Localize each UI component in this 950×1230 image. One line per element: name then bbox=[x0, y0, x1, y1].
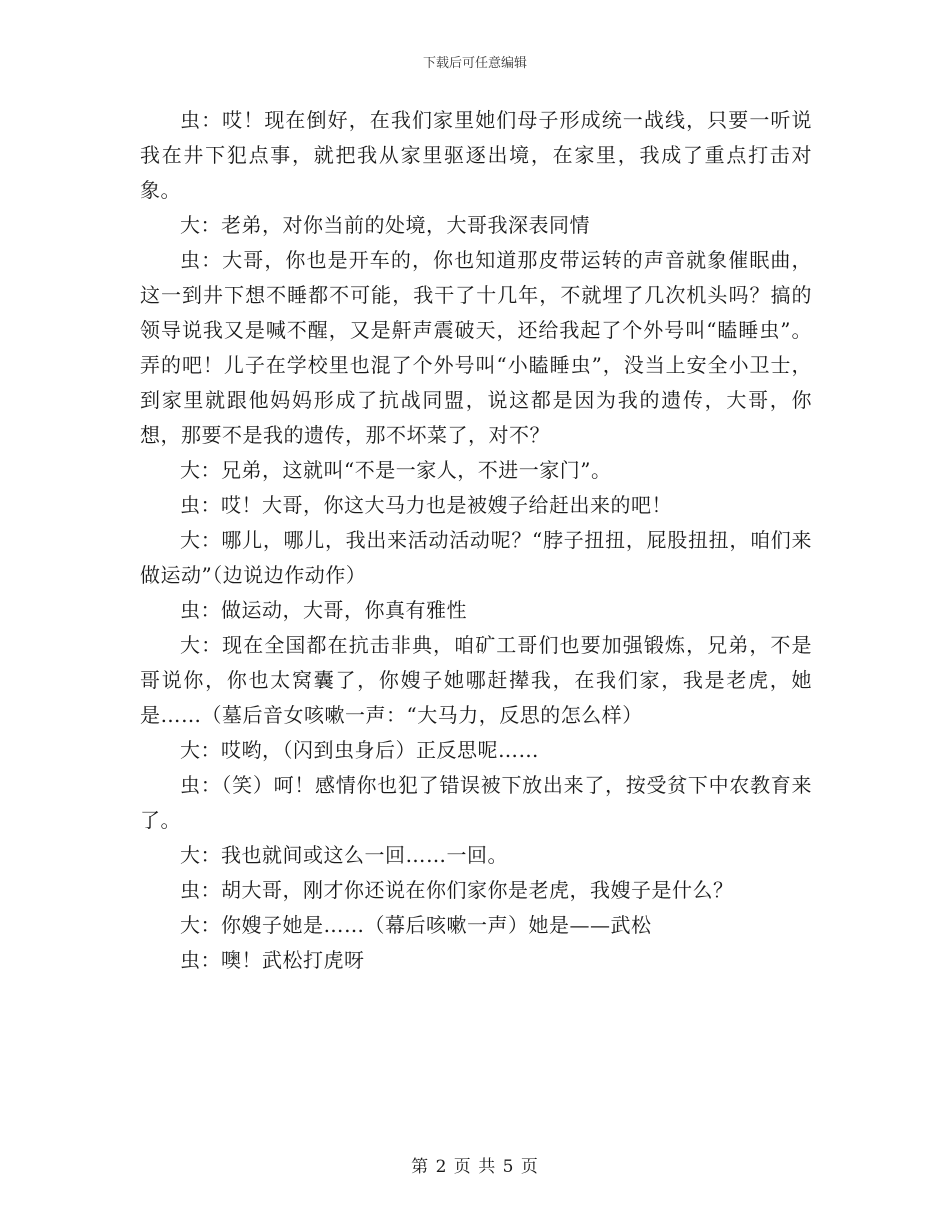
dialogue-paragraph: 大：你嫂子她是……（幕后咳嗽一声）她是——武松 bbox=[180, 913, 652, 937]
dialogue-paragraph: 虫：（笑）呵！感情你也犯了错误被下放出来了，按受贫下中农教育来了。 bbox=[140, 773, 812, 832]
dialogue-paragraph: 虫：大哥，你也是开车的，你也知道那皮带运转的声音就象催眠曲，这一到井下想不睡都不可能，我干了十几年，不就埋了几次机头吗？搞的领导说我又是喊不醒，又是鼾声震破天，还给我起了个外号叫“瞌睡虫”。弄的吧！儿子在学校里也混了个外号叫“小瞌睡虫”，没当上安全小卫士，到家里就跟他妈妈形成了抗战同盟，说这都是因为我的遗传，大哥，你想，那要不是我的遗传，那不坏菜了，对不？ bbox=[140, 248, 812, 447]
page-header: 下载后可任意编辑 bbox=[422, 56, 527, 71]
document-body bbox=[140, 103, 812, 978]
dialogue-paragraph: 虫：哎！大哥，你这大马力也是被嫂子给赶出来的吧！ bbox=[180, 493, 672, 517]
dialogue-paragraph: 虫：哎！现在倒好，在我们家里她们母子形成统一战线，只要一听说我在井下犯点事，就把我从家里驱逐出境，在家里，我成了重点打击对象。 bbox=[140, 108, 812, 202]
dialogue-paragraph: 大：兄弟，这就叫“不是一家人，不进一家门”。 bbox=[180, 458, 612, 482]
dialogue-paragraph: 大：哎哟，（闪到虫身后）正反思呢…… bbox=[180, 738, 539, 762]
dialogue-paragraph: 大：老弟，对你当前的处境，大哥我深表同情 bbox=[180, 213, 590, 237]
dialogue-paragraph: 虫：胡大哥，刚才你还说在你们家你是老虎，我嫂子是什么？ bbox=[180, 878, 734, 902]
dialogue-paragraph: 大：现在全国都在抗击非典，咱矿工哥们也要加强锻炼，兄弟，不是哥说你，你也太窝囊了，你嫂子她哪赶撵我，在我们家，我是老虎，她是……（墓后音女咳嗽一声：“大马力，反思的怎么样） bbox=[140, 633, 812, 727]
page-number-footer: 第 2 页 共 5 页 bbox=[411, 1157, 539, 1177]
dialogue-paragraph: 虫：噢！武松打虎呀 bbox=[180, 948, 365, 972]
dialogue-paragraph: 大：我也就间或这么一回……一回。 bbox=[180, 843, 508, 867]
dialogue-paragraph: 大：哪儿，哪儿，我出来活动活动呢？“脖子扭扭，屁股扭扭，咱们来做运动”（边说边作动作） bbox=[140, 528, 812, 587]
dialogue-paragraph: 虫：做运动，大哥，你真有雅性 bbox=[180, 598, 467, 622]
